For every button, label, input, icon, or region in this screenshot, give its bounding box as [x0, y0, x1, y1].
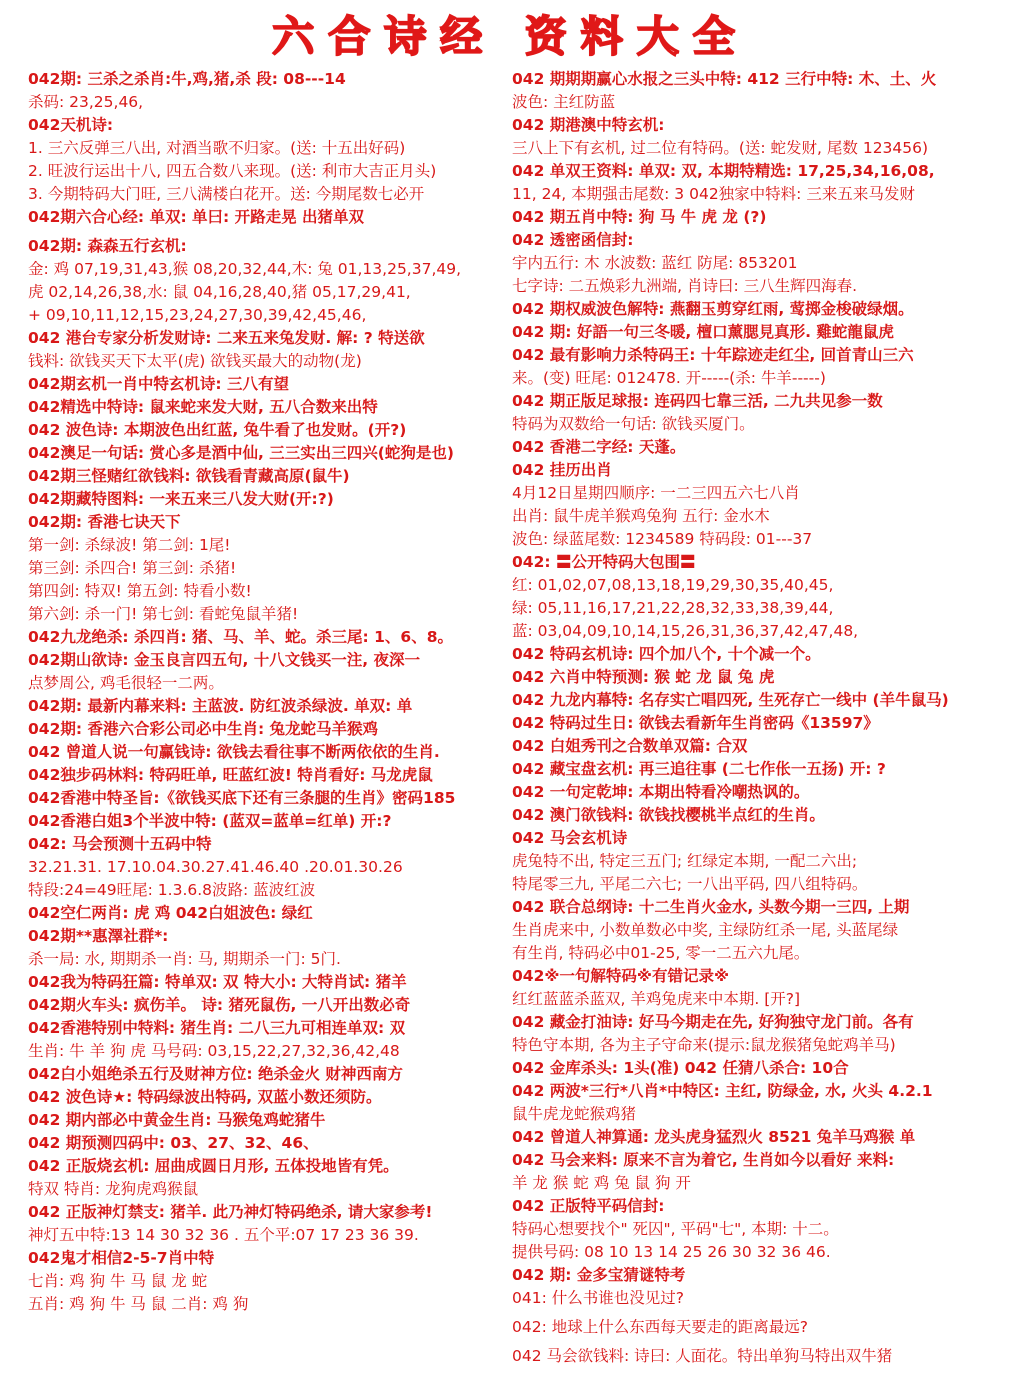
text-line: 042 马会欲钱料: 诗曰: 人面花。特出单狗马特出双牛猪 — [512, 1347, 893, 1365]
text-line: 红: 01,02,07,08,13,18,19,29,30,35,40,45, — [512, 576, 834, 594]
text-line: 虎 02,14,26,38,水: 鼠 04,16,28,40,猪 05,17,29,41, — [28, 283, 411, 301]
text-line: 042期火车头: 疯伤羊。 诗: 猪死鼠伤, 一八开出数必奇 — [28, 996, 411, 1014]
text-line: 来。(变) 旺尾: 012478. 开-----(杀: 牛羊-----) — [512, 369, 826, 387]
text-line: 042 透密函信封: — [512, 231, 634, 249]
text-line: 042期: 香港六合彩公司必中生肖: 兔龙蛇马羊猴鸡 — [28, 720, 379, 738]
text-line: 点梦周公, 鸡毛很轻一二两。 — [28, 674, 224, 692]
text-line: 042期: 三杀之杀肖:牛,鸡,猪,杀 段: 08---14 — [28, 70, 346, 88]
text-line: 11, 24, 本期强击尾数: 3 042独家中特料: 三来五来马发财 — [512, 185, 915, 203]
right-column — [512, 68, 997, 1368]
text-line: 1. 三六反弹三八出, 对酒当歌不归家。(送: 十五出好码) — [28, 139, 406, 157]
text-line: 042 波色诗: 本期波色出红蓝, 兔牛看了也发财。(开?) — [28, 421, 407, 439]
text-line: 042 期权威波色解特: 燕翻玉剪穿红雨, 莺掷金梭破绿烟。 — [512, 300, 914, 318]
text-line: 042期六合心经: 单双: 单曰: 开路走晃 出猪单双 — [28, 208, 365, 226]
text-line: 042 马会玄机诗 — [512, 829, 628, 847]
text-line: 042鬼才相信2-5-7肖中特 — [28, 1249, 215, 1267]
text-line: 042 正版神灯禁支: 猪羊. 此乃神灯特码绝杀, 请大家参考! — [28, 1203, 433, 1221]
text-line: 042 期内部必中黄金生肖: 马猴兔鸡蛇猪牛 — [28, 1111, 326, 1129]
text-line: 042 特码玄机诗: 四个加八个, 十个减一个。 — [512, 645, 821, 663]
text-line: 杀一局: 水, 期期杀一肖: 马, 期期杀一门: 5门. — [28, 950, 341, 968]
text-line: 042 曾道人说一句赢钱诗: 欲钱去看往事不断两依依的生肖. — [28, 743, 440, 761]
text-line: 042 期正版足球报: 连码四七靠三活, 二九共见参一数 — [512, 392, 883, 410]
text-line: 波色: 绿蓝尾数: 1234589 特码段: 01---37 — [512, 530, 813, 548]
text-line: 042 马会来料: 原来不言为着它, 生肖如今以看好 来料: — [512, 1151, 895, 1169]
text-line: 042※一句解特码※有错记录※ — [512, 967, 730, 985]
text-line: 042 金库杀头: 1头(准) 042 任猜八杀合: 10合 — [512, 1059, 849, 1077]
text-line: 042 港台专家分析发财诗: 二来五来兔发财. 解: ? 特送欲 — [28, 329, 425, 347]
text-line: 特码心想要找个" 死囚", 平码"七", 本期: 十二。 — [512, 1220, 839, 1238]
text-line: 042期**惠澤社群*: — [28, 927, 169, 945]
text-line: 042期玄机一肖中特玄机诗: 三八有望 — [28, 375, 289, 393]
text-line: 042 期预测四码中: 03、27、32、46、 — [28, 1134, 319, 1152]
text-line: 042期: 森森五行玄机: — [28, 237, 187, 255]
text-line: 042白小姐绝杀五行及财神方位: 绝杀金火 财神西南方 — [28, 1065, 403, 1083]
text-line: 042 单双王资料: 单双: 双, 本期特精选: 17,25,34,16,08, — [512, 162, 935, 180]
text-line: 042: 马会预测十五码中特 — [28, 835, 212, 853]
text-line: 特码为双数给一句话: 欲钱买厦门。 — [512, 415, 755, 433]
text-line: 钱料: 欲钱买天下太平(虎) 欲钱买最大的动物(龙) — [28, 352, 362, 370]
text-line: 042天机诗: — [28, 116, 114, 134]
text-line: 绿: 05,11,16,17,21,22,28,32,33,38,39,44, — [512, 599, 834, 617]
text-line: 杀码: 23,25,46, — [28, 93, 144, 111]
text-line: 042 正版特平码信封: — [512, 1197, 665, 1215]
text-line: 042期山欲诗: 金玉良言四五句, 十八文钱买一注, 夜深一 — [28, 651, 421, 669]
text-line: 特段:24=49旺尾: 1.3.6.8波路: 蓝波红波 — [28, 881, 316, 899]
text-line: 特双 特肖: 龙狗虎鸡猴鼠 — [28, 1180, 199, 1198]
text-line: 第六剑: 杀一门! 第七剑: 看蛇兔鼠羊猪! — [28, 605, 299, 623]
text-line: 鼠牛虎龙蛇猴鸡猪 — [512, 1105, 637, 1123]
text-line: 042 联合总纲诗: 十二生肖火金水, 头数今期一三四, 上期 — [512, 898, 910, 916]
text-line: 神灯五中特:13 14 30 32 36 . 五个平:07 17 23 36 39. — [28, 1226, 419, 1244]
text-line: 042 期: 好語一句三冬暖, 檀口薰腮見真形. 雞蛇龍鼠虎 — [512, 323, 894, 341]
text-line: 042 波色诗★: 特码绿波出特码, 双蓝小数还须防。 — [28, 1088, 382, 1106]
text-line: 七字诗: 二五焕彩九洲端, 肖诗曰: 三八生辉四海春. — [512, 277, 858, 295]
text-line: 第三剑: 杀四合! 第三剑: 杀猪! — [28, 559, 237, 577]
text-line: 虎兔特不出, 特定三五门; 红绿定本期, 一配二六出; — [512, 852, 858, 870]
text-line: 042 九龙内幕特: 名存实亡唱四死, 生死存亡一线中 (羊牛鼠马) — [512, 691, 949, 709]
text-line: 042九龙绝杀: 杀四肖: 猪、马、羊、蛇。杀三尾: 1、6、8。 — [28, 628, 453, 646]
text-line: 32.21.31. 17.10.04.30.27.41.46.40 .20.01.30.26 — [28, 858, 403, 876]
text-line: 提供号码: 08 10 13 14 25 26 30 32 36 46. — [512, 1243, 831, 1261]
text-line: 042期三怪赌红欲钱料: 欲钱看青藏高原(鼠牛) — [28, 467, 350, 485]
text-line: 042 正版烧玄机: 屈曲成圆日月形, 五体投地皆有凭。 — [28, 1157, 399, 1175]
text-line: 042 白姐秀刊之合数单双篇: 合双 — [512, 737, 748, 755]
text-line: 第一剑: 杀绿波! 第二剑: 1尾! — [28, 536, 231, 554]
text-line: 042: 〓公开特码大包围〓 — [512, 553, 696, 571]
text-line: 4月12日星期四顺序: 一二三四五六七八肖 — [512, 484, 800, 502]
text-line: 042香港中特圣旨:《欲钱买底下还有三条腿的生肖》密码185 — [28, 789, 456, 807]
text-line: 042 期港澳中特玄机: — [512, 116, 665, 134]
text-line: 生肖虎来中, 小数单数必中奖, 主绿防红杀一尾, 头蓝尾绿 — [512, 921, 899, 939]
text-line: 金: 鸡 07,19,31,43,猴 08,20,32,44,木: 兔 01,13,25,37,49, — [28, 260, 462, 278]
text-line: 红红蓝蓝杀蓝双, 羊鸡兔虎来中本期. [开?] — [512, 990, 801, 1008]
text-line: 042 期: 金多宝猜谜特考 — [512, 1266, 686, 1284]
text-line: 042 最有影响力杀特码王: 十年踪迹走红尘, 回首青山三六 — [512, 346, 914, 364]
text-line: 羊 龙 猴 蛇 鸡 兔 鼠 狗 开 — [512, 1174, 691, 1192]
text-line: 042期: 最新内幕来料: 主蓝波. 防红波杀绿波. 单双: 单 — [28, 697, 413, 715]
text-line: 042: 地球上什么东西每天要走的距离最远? — [512, 1318, 808, 1336]
text-line: 042 澳门欲钱料: 欲钱找樱桃半点红的生肖。 — [512, 806, 825, 824]
text-line: 五肖: 鸡 狗 牛 马 鼠 二肖: 鸡 狗 — [28, 1295, 249, 1313]
text-line: 042 期五肖中特: 狗 马 牛 虎 龙 (?) — [512, 208, 767, 226]
page-title: 六合诗经 资料大全 — [272, 12, 749, 61]
text-line: 042澳足一句话: 赏心多是酒中仙, 三三实出三四兴(蛇狗是也) — [28, 444, 454, 462]
text-line: + 09,10,11,12,15,23,24,27,30,39,42,45,46, — [28, 306, 367, 324]
text-line: 042 挂历出肖 — [512, 461, 612, 479]
text-line: 042精选中特诗: 鼠来蛇来发大财, 五八合数来出特 — [28, 398, 378, 416]
text-line: 042 藏宝盘玄机: 再三追往事 (二七作伥一五扬) 开: ? — [512, 760, 886, 778]
text-line: 042 一句定乾坤: 本期出特看冷嘲热讽的。 — [512, 783, 810, 801]
text-line: 041: 什么书谁也没见过? — [512, 1289, 684, 1307]
text-line: 第四剑: 特双! 第五剑: 特看小数! — [28, 582, 252, 600]
text-line: 出肖: 鼠牛虎羊猴鸡兔狗 五行: 金水木 — [512, 507, 770, 525]
text-line: 042 藏金打油诗: 好马今期走在先, 好狗独守龙门前。各有 — [512, 1013, 914, 1031]
text-line: 042 六肖中特预测: 猴 蛇 龙 鼠 兔 虎 — [512, 668, 775, 686]
text-line: 042 两波*三行*八肖*中特区: 主红, 防绿金, 水, 火头 4.2.1 — [512, 1082, 933, 1100]
text-line: 042香港白姐3个半波中特: (蓝双=蓝单=红单) 开:? — [28, 812, 392, 830]
text-line: 蓝: 03,04,09,10,14,15,26,31,36,37,42,47,48, — [512, 622, 859, 640]
text-line: 波色: 主红防蓝 — [512, 93, 616, 111]
text-line: 042 香港二字经: 天蓬。 — [512, 438, 686, 456]
text-line: 生肖: 牛 羊 狗 虎 马号码: 03,15,22,27,32,36,42,48 — [28, 1042, 400, 1060]
text-line: 宇内五行: 木 水波数: 蓝红 防尾: 853201 — [512, 254, 798, 272]
text-line: 042空仁两肖: 虎 鸡 042白姐波色: 绿红 — [28, 904, 313, 922]
text-line: 042期藏特图料: 一来五来三八发大财(开:?) — [28, 490, 334, 508]
text-line: 042 曾道人神算通: 龙头虎身猛烈火 8521 兔羊马鸡猴 单 — [512, 1128, 916, 1146]
text-line: 042期: 香港七诀天下 — [28, 513, 181, 531]
text-line: 042独步码林料: 特码旺单, 旺蓝红波! 特肖看好: 马龙虎鼠 — [28, 766, 433, 784]
text-line: 七肖: 鸡 狗 牛 马 鼠 龙 蛇 — [28, 1272, 208, 1290]
left-column — [28, 68, 498, 1316]
text-line: 特色守本期, 各为主子守命来(提示:鼠龙猴猪兔蛇鸡羊马) — [512, 1036, 896, 1054]
text-line: 042 期期期赢心水报之三头中特: 412 三行中特: 木、土、火 — [512, 70, 937, 88]
text-line: 特尾零三九, 平尾二六七; 一八出平码, 四八组特码。 — [512, 875, 868, 893]
text-line: 有生肖, 特码必中01-25, 零一二五六九尾。 — [512, 944, 810, 962]
text-line: 三八上下有玄机, 过二位有特码。(送: 蛇发财, 尾数 123456) — [512, 139, 929, 157]
text-line: 2. 旺波行运出十八, 四五合数八来现。(送: 利市大吉正月头) — [28, 162, 437, 180]
text-line: 042香港特别中特料: 猪生肖: 二八三九可相连单双: 双 — [28, 1019, 406, 1037]
text-line: 3. 今期特码大门旺, 三八满楼白花开。送: 今期尾数七必开 — [28, 185, 425, 203]
text-line: 042我为特码狂篇: 特单双: 双 特大小: 大特肖试: 猪羊 — [28, 973, 407, 991]
text-line: 042 特码过生日: 欲钱去看新年生肖密码《13597》 — [512, 714, 879, 732]
